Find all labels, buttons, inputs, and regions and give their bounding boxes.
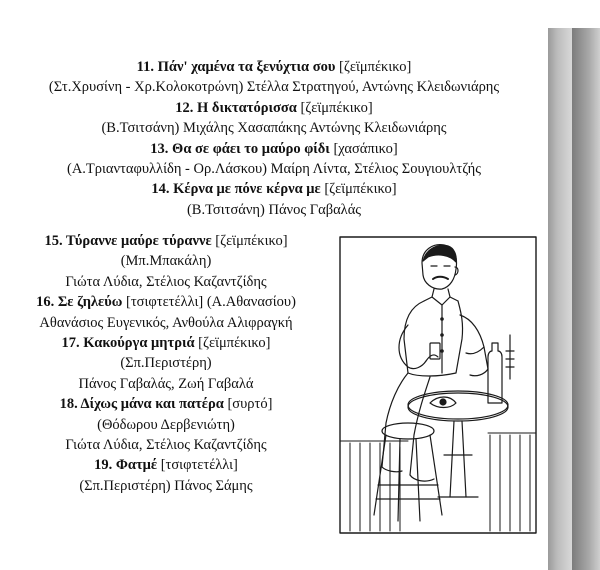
track-13-credits: (Α.Τριανταφυλλίδη - Ορ.Λάσκου) Μαίρη Λίντα, Στέλιος Σουγιουλτζής [66, 161, 481, 178]
track-title: 18. Δίχως μάνα και πατέρα [59, 396, 224, 413]
track-genre: [ζεϊμπέκικο] [300, 99, 373, 116]
track-genre: [ζεϊμπέκικο] [215, 233, 288, 249]
track-title: 16. Σε ζηλεύω [36, 294, 123, 311]
scan-edge-shadow [548, 28, 572, 570]
track-14-heading [0, 179, 548, 199]
track-18-composer: (Θόδωρου Δερβενιώτη) [97, 416, 235, 433]
track-genre: [χασάπικο] [333, 140, 398, 157]
track-19-credits: (Σπ.Περιστέρη) Πάνος Σάμης [79, 477, 253, 494]
track-11-credits: (Στ.Χρυσίνη - Χρ.Κολοκοτρώνη) Στέλλα Στρατηγού, Αντώνης Κλειδωνιάρης [48, 79, 500, 96]
track-genre: [τσιφτετέλλι] [160, 457, 238, 474]
track-genre: [ζεϊμπέκικο] [339, 59, 412, 75]
track-title: 17. Κακούργα μητριά [61, 335, 195, 352]
track-19-heading [0, 455, 332, 475]
track-title: 15. Τύραννε μαύρε τύραννε [44, 233, 212, 249]
track-genre: [ζεϊμπέκικο] [324, 181, 397, 198]
track-12-heading [0, 98, 548, 118]
track-18-heading [0, 394, 332, 414]
tracklist-top-block [0, 57, 548, 220]
track-16-heading [0, 292, 332, 312]
track-15-heading [0, 231, 332, 251]
track-genre: [συρτό] [227, 396, 273, 413]
track-16-singers: Αθανάσιος Ευγενικός, Ανθούλα Αλιφραγκή [39, 314, 293, 331]
track-title: 19. Φατμέ [94, 457, 158, 474]
track-18-singers: Γιώτα Λύδια, Στέλιος Καζαντζίδης [65, 437, 267, 454]
track-title: 13. Θα σε φάει το μαύρο φίδι [150, 140, 330, 157]
track-17-singers: Πάνος Γαβαλάς, Ζωή Γαβαλά [78, 375, 254, 392]
track-12-credits: (Β.Τσιτσάνη) Μιχάλης Χασαπάκης Αντώνης Κλειδωνιάρης [101, 120, 447, 137]
track-11-heading [0, 57, 548, 77]
tracklist-left-block [0, 231, 332, 496]
scan-edge-shadow-dark [572, 28, 600, 570]
track-14-credits: (Β.Τσιτσάνη) Πάνος Γαβαλάς [186, 201, 362, 218]
track-15-composer: (Μπ.Μπακάλη) [120, 253, 212, 270]
track-title: 14. Κέρνα με πόνε κέρνα με [151, 181, 321, 198]
seated-man-line-drawing [338, 235, 538, 535]
track-genre: [ζεϊμπέκικο] [198, 335, 271, 352]
track-17-heading [0, 333, 332, 353]
track-title: 12. Η δικτατόρισσα [175, 99, 297, 116]
track-genre: [τσιφτετέλλι] (Α.Αθανασίου) [126, 294, 296, 311]
track-17-composer: (Σπ.Περιστέρη) [120, 355, 212, 372]
track-13-heading [0, 139, 548, 159]
track-title: 11. Πάν' χαμένα τα ξενύχτια σου [136, 59, 336, 75]
track-15-singers: Γιώτα Λύδια, Στέλιος Καζαντζίδης [65, 273, 267, 290]
